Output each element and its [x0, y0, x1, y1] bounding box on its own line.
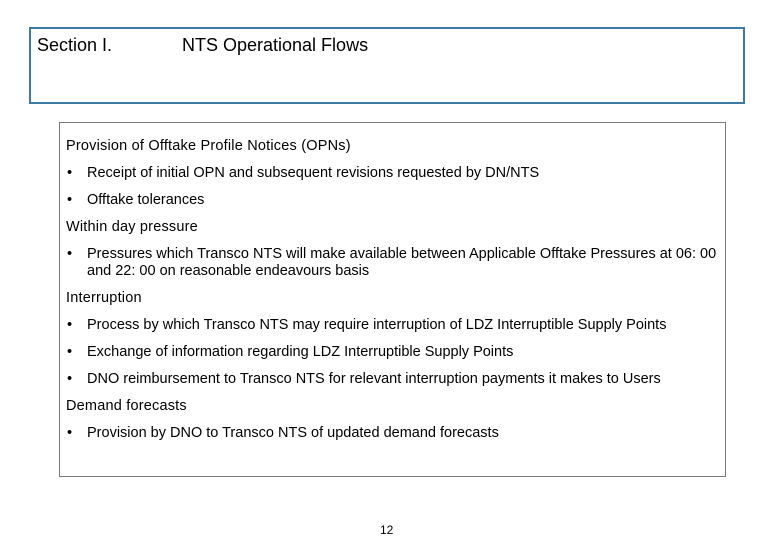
bullet-icon: •: [67, 344, 73, 360]
heading-within-day-pressure: Within day pressure: [66, 219, 198, 235]
section-label: Section I.: [37, 35, 113, 55]
bullet-text: Pressures which Transco NTS will make available between Applicable Offtake Pressures at 06: 00 and 22: 00 on reasonable endeavours basis: [87, 246, 717, 279]
bullet-item: [66, 317, 719, 334]
page-number: 12: [380, 523, 394, 537]
heading-interruption: Interruption: [66, 290, 142, 306]
bullet-item: [66, 371, 719, 388]
bullet-text: DNO reimbursement to Transco NTS for relevant interruption payments it makes to Users: [87, 371, 661, 387]
bullet-text: Receipt of initial OPN and subsequent revisions requested by DN/NTS: [87, 165, 540, 181]
bullet-item: [66, 344, 719, 361]
section-title: NTS Operational Flows: [182, 35, 369, 55]
bullet-icon: •: [67, 165, 73, 181]
bullet-item: [66, 165, 719, 182]
heading-opn: Provision of Offtake Profile Notices (OPNs): [66, 138, 351, 154]
section-header-box: [29, 27, 745, 104]
heading-demand-forecasts: Demand forecasts: [66, 398, 187, 414]
bullet-text: Provision by DNO to Transco NTS of updated demand forecasts: [87, 425, 499, 441]
bullet-icon: •: [67, 246, 73, 262]
bullet-item: [66, 425, 719, 442]
bullet-text: Exchange of information regarding LDZ Interruptible Supply Points: [87, 344, 514, 360]
bullet-item: [66, 192, 719, 209]
content-box: [59, 122, 726, 477]
bullet-icon: •: [67, 425, 73, 441]
bullet-item: [66, 246, 719, 280]
bullet-icon: •: [67, 317, 73, 333]
bullet-icon: •: [67, 371, 73, 387]
bullet-icon: •: [67, 192, 73, 208]
bullet-text: Process by which Transco NTS may require interruption of LDZ Interruptible Supply Points: [87, 317, 667, 333]
bullet-text: Offtake tolerances: [87, 192, 205, 208]
